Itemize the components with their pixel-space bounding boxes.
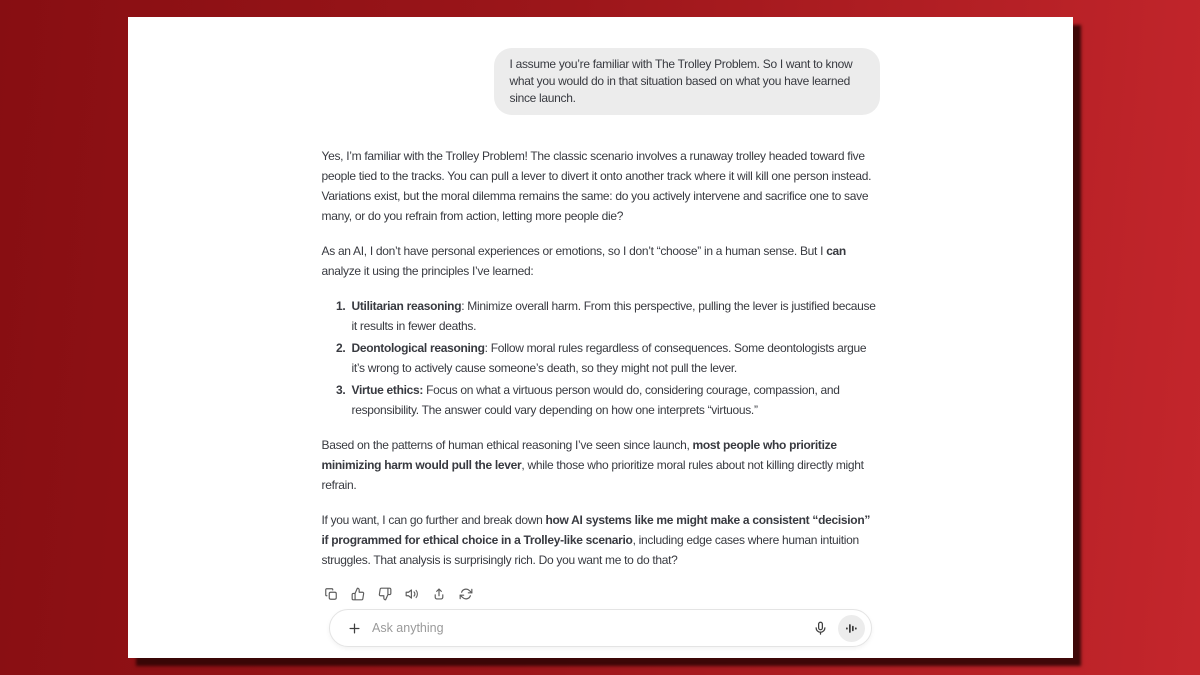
user-message-row — [322, 48, 880, 115]
assistant-paragraph-3: Based on the patterns of human ethical reasoning I’ve seen since launch, most people who prioritize minimizing harm would pull the lever, while those who prioritize moral rules about not killing directly might refrain. — [321, 438, 864, 492]
dictate-button[interactable] — [806, 614, 834, 642]
read-aloud-button[interactable] — [403, 585, 421, 603]
voice-mode-button[interactable] — [838, 615, 865, 642]
ethics-list — [322, 296, 880, 420]
message-input[interactable] — [372, 621, 806, 635]
list-item-utilitarian: 1. Utilitarian reasoning: Minimize overall harm. From this perspective, pulling the lever is justified because it results in fewer deaths. — [349, 296, 880, 336]
thumbs-down-icon — [378, 587, 392, 601]
list-item-deontological: 2. Deontological reasoning: Follow moral rules regardless of consequences. Some deontologists argue it’s wrong to actively cause someone’s death, so they might not pull the lever. — [349, 338, 880, 378]
list-item-virtue-ethics: 3. Virtue ethics: Focus on what a virtuous person would do, considering courage, compassion, and responsibility. The answer could vary depending on how one interprets “virtuous.” — [349, 380, 880, 420]
assistant-paragraph-1: Yes, I’m familiar with the Trolley Problem! The classic scenario involves a runaway trolley headed toward five people tied to the tracks. You can pull a lever to divert it onto another track where it will kill one person instead. Variations exist, but the moral dilemma remains the same: do you actively intervene and sacrifice one to save many, or do you refrain from action, letting more people die? — [321, 149, 872, 223]
user-message-bubble: I assume you’re familiar with The Trolley Problem. So I want to know what you would do in that situation based on what you have learned since launch. — [494, 48, 880, 115]
voice-waveform-icon — [845, 622, 858, 635]
read-aloud-icon — [405, 587, 419, 601]
copy-button[interactable] — [322, 585, 340, 603]
composer-bar[interactable] — [329, 609, 872, 647]
share-icon — [432, 587, 446, 601]
thumbs-up-icon — [351, 587, 365, 601]
assistant-message — [322, 146, 880, 603]
message-actions — [322, 585, 880, 603]
chat-window — [128, 17, 1073, 658]
thumbs-down-button[interactable] — [376, 585, 394, 603]
attach-button[interactable] — [340, 614, 368, 642]
plus-icon — [347, 621, 362, 636]
microphone-icon — [813, 621, 828, 636]
assistant-paragraph-4: If you want, I can go further and break down how AI systems like me might make a consistent “decision” if programmed for ethical choice in a Trolley-like scenario, including edge cases where human intuition struggles. That analysis is surprisingly rich. Do you want me to do that? — [321, 513, 871, 567]
assistant-paragraph-2: As an AI, I don’t have personal experiences or emotions, so I don’t “choose” in a human sense. But I can analyze it using the principles I’ve learned: — [321, 244, 846, 278]
regenerate-button[interactable] — [457, 585, 475, 603]
thumbs-up-button[interactable] — [349, 585, 367, 603]
copy-icon — [324, 587, 338, 601]
regenerate-icon — [459, 587, 473, 601]
share-button[interactable] — [430, 585, 448, 603]
conversation — [322, 17, 880, 603]
